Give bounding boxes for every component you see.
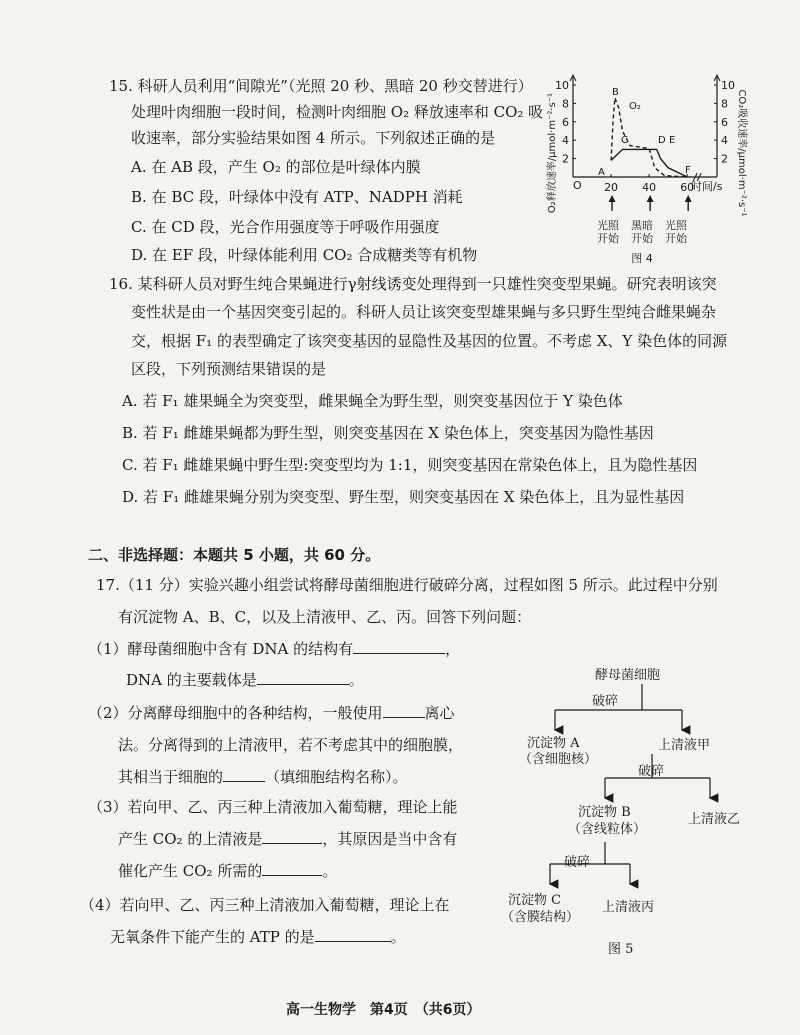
point-label-b: B [612,87,619,98]
q17-line1: 17.（11 分）实验兴趣小组尝试将酵母菌细胞进行破碎分离，过程如图 5 所示。此过程中分别 [96,576,718,594]
q15-option-d: D. 在 EF 段，叶绿体能利用 CO₂ 合成糖类等有机物 [131,246,478,264]
fig5-yeast-cell: 酵母菌细胞 [595,668,661,683]
q15-line1: 15. 科研人员利用“间隙光”（光照 20 秒、黑暗 20 秒交替进行） [109,77,533,95]
point-label-f: F [685,165,691,176]
q17-part1-line2 [126,670,364,690]
fig5-sediment-c: 沉淀物 C [508,893,562,908]
q17-part2-line2: 法。分离得到的上清液甲，若不考虑其中的细胞膜， [118,736,464,754]
left-y-tick-label: 6 [562,115,569,129]
left-y-tick-label: 10 [555,79,569,92]
q17-part2-line1 [88,703,455,723]
arrow2-label-line2: 开始 [631,232,653,245]
q17-part3b-end: ，其原因是当中含有 [322,830,458,848]
q17-part3-blank2 [262,861,322,876]
q15-option-a: A. 在 AB 段，产生 O₂ 的部位是叶绿体内膜 [131,158,421,176]
fig5-supernatant-3: 上清液丙 [602,900,655,915]
left-y-tick-label: 8 [562,97,569,111]
q17-part3b-text: 产生 CO₂ 的上清液是 [118,830,263,848]
fig5-sediment-b-note: （含线粒体） [568,822,647,837]
left-axis-label: O₂释放速率/μmol·m⁻²·s⁻¹ [547,92,558,214]
q16-line2: 变性状是由一个基因突变引起的。科研人员让该突变型雄果蝇与多只野生型纯合雌果蝇杂 [131,303,717,321]
q15-option-c: C. 在 CD 段，光合作用强度等于呼吸作用强度 [131,218,440,236]
origin-label: O [573,179,582,192]
q17-part3-line3 [118,861,337,881]
arrow1-label-line2: 开始 [597,232,619,245]
q17-part3c-text: 催化产生 CO₂ 所需的 [118,862,263,880]
right-y-tick-label: 6 [721,115,728,129]
q17-part2-text-end: 离心 [424,704,455,722]
q15-line2: 处理叶肉细胞一段时间，检测叶肉细胞 O₂ 释放速率和 CO₂ 吸 [131,103,544,121]
figure-4-caption: 图 4 [631,252,653,265]
x-tick-label: 40 [642,181,657,194]
q17-part2c-text: 其相当于细胞的 [118,768,224,786]
x-tick-label: 60 [680,181,695,194]
q16-option-a: A. 若 F₁ 雄果蝇全为突变型，雌果蝇全为野生型，则突变基因位于 Y 染色体 [122,392,623,410]
fig5-supernatant-2: 上清液乙 [688,812,741,827]
fig5-sediment-c-note: （含膜结构） [501,910,580,925]
q17-part1b-text: DNA 的主要载体是 [126,671,257,689]
arrow2-label-line1: 黑暗 [631,219,653,232]
x-tick-label: 20 [604,181,619,194]
fig5-step-3: 破碎 [564,855,591,870]
q17-part4-blank [315,927,391,942]
q17-part1-text: （1）酵母菌细胞中含有 DNA 的结构有 [88,640,354,658]
right-y-tick-label: 10 [721,79,735,92]
arrow3-label-line2: 开始 [665,232,687,245]
right-y-tick-label: 2 [721,152,728,166]
arrow1-label-line1: 光照 [597,219,619,232]
q16-option-d: D. 若 F₁ 雌雄果蝇分别为突变型、野生型，则突变基因在 X 染色体上，且为显性基因 [122,488,685,506]
figure-5-caption: 图 5 [608,942,634,957]
event-arrowhead-2 [647,195,654,202]
right-y-tick-label: 4 [721,134,728,148]
point-label-a: A [598,167,605,178]
x-axis-label: 时间/s [691,180,723,193]
page-footer: 高一生物学 第4页 （共6页） [286,1002,481,1018]
q17-part4-line2 [110,927,406,947]
section-2-heading: 二、非选择题：本题共 5 小题，共 60 分。 [88,546,381,564]
q17-line2: 有沉淀物 A、B、C，以及上清液甲、乙、丙。回答下列问题： [118,608,532,626]
event-arrowhead-3 [685,195,692,202]
q17-part3-line2 [118,829,457,849]
q16-line3: 交，根据 F₁ 的表型确定了该突变基因的显隐性及基因的位置。不考虑 X、Y 染色体的同源 [131,332,728,350]
fig5-sediment-b: 沉淀物 B [578,805,631,820]
q16-line1: 16. 某科研人员对野生纯合果蝇进行γ射线诱变处理得到一只雄性突变型果蝇。研究表明该突 [109,275,717,293]
q17-part3-blank1 [262,829,322,844]
q17-part1-comma: ， [445,640,461,658]
left-y-tick-label: 4 [562,134,569,148]
q17-part1-blank2 [257,670,349,685]
fig5-step-2: 破碎 [638,764,665,779]
q16-option-c: C. 若 F₁ 雌雄果蝇中野生型:突变型均为 1:1，则突变基因在常染色体上，且为隐性基因 [122,456,698,474]
q17-part2-blank1 [383,703,425,718]
left-y-tick-label: 2 [562,152,569,166]
point-label-d: D [658,135,666,146]
q17-part1-line1 [88,639,460,659]
q17-part1-period: 。 [348,671,364,689]
fig5-supernatant-1: 上清液甲 [658,738,711,753]
fig5-sediment-a-note: （含细胞核） [519,752,598,767]
right-axis-label: CO₂吸收速率/μmol·m⁻²·s⁻¹ [736,89,747,217]
co2-absorption-series [611,149,687,177]
point-label-e: E [669,135,676,146]
event-arrowhead-1 [609,195,616,202]
q17-part2-blank2 [223,767,265,782]
q17-part2-text: （2）分离酵母细胞中的各种结构，一般使用 [88,704,383,722]
o2-series-label: O₂ [629,101,641,112]
q17-part4b-end: 。 [390,928,406,946]
point-label-c: C [621,135,628,146]
arrow3-label-line1: 光照 [665,219,687,232]
q17-part3c-end: 。 [322,862,338,880]
figure-4-chart [545,65,750,275]
q17-part3-line1: （3）若向甲、乙、丙三种上清液加入葡萄糖，理论上能 [88,798,458,816]
q17-part4b-text: 无氧条件下能产生的 ATP 的是 [110,928,315,946]
q15-option-b: B. 在 BC 段，叶绿体中没有 ATP、NADPH 消耗 [131,188,463,206]
q17-part2-line3 [118,767,408,787]
q17-part1-blank1 [353,639,445,654]
q15-line3: 收速率，部分实验结果如图 4 所示。下列叙述正确的是 [131,129,496,147]
q17-part4-line1: （4）若向甲、乙、丙三种上清液加入葡萄糖，理论上在 [80,896,450,914]
q17-part2c-end: （填细胞结构名称）。 [265,768,408,786]
q16-line4: 区段，下列预测结果错误的是 [131,360,327,378]
fig5-step-1: 破碎 [592,694,619,709]
fig5-sediment-a: 沉淀物 A [527,736,580,751]
q16-option-b: B. 若 F₁ 雌雄果蝇都为野生型，则突变基因在 X 染色体上，突变基因为隐性基因 [122,424,654,442]
right-y-tick-label: 8 [721,97,728,111]
